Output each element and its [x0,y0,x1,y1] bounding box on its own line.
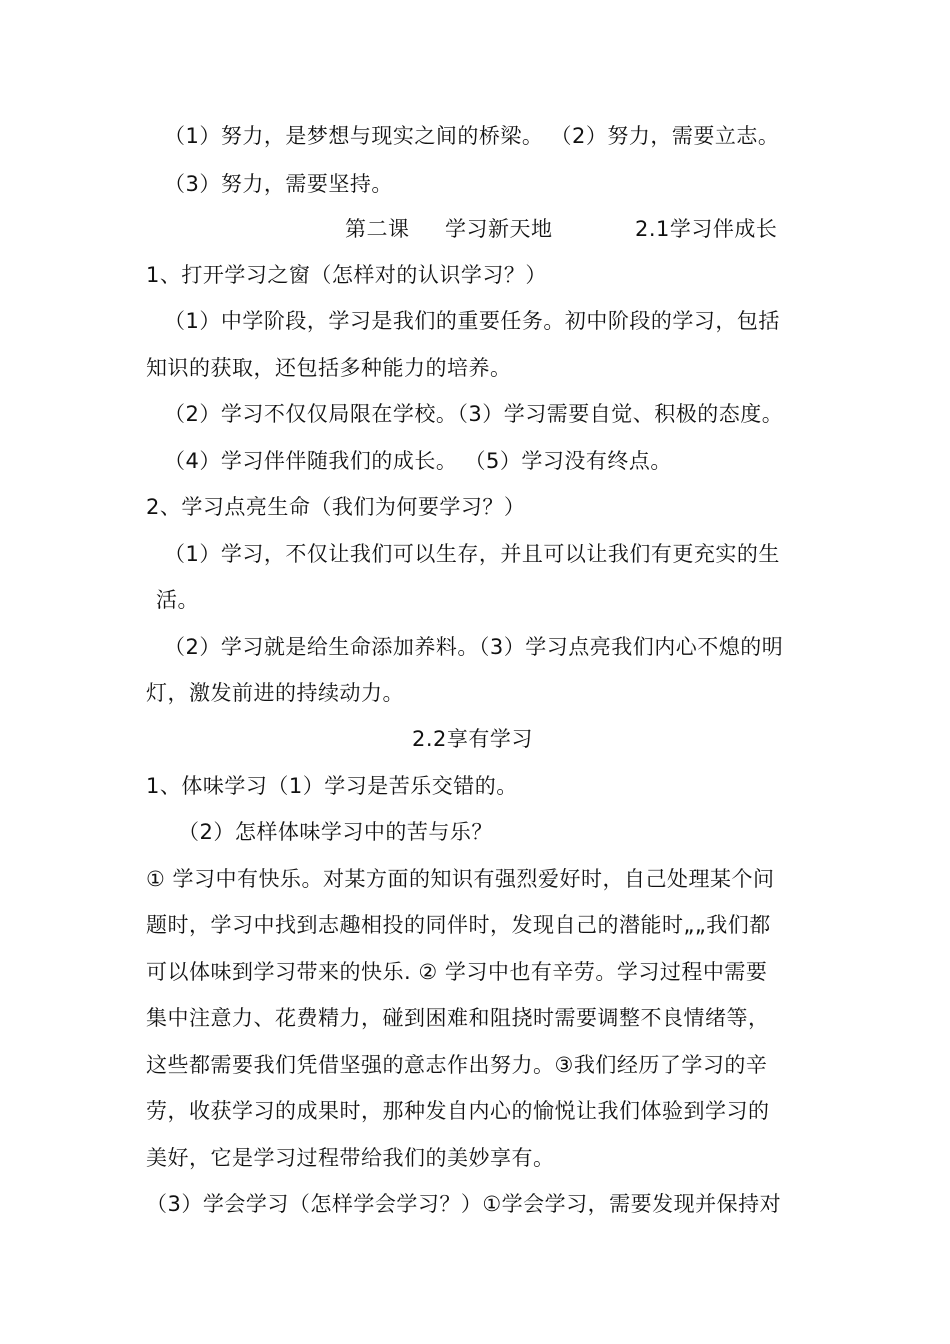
text-line-17: 可以体味到学习带来的快乐. ② 学习中也有辛劳。学习过程中需要 [146,960,768,984]
text-line-11: （2）学习就是给生命添加养料。（3）学习点亮我们内心不熄的明 [164,635,784,659]
text-line-10: 活。 [156,588,199,612]
text-line-22: （3）学会学习（怎样学会学习？）①学会学习，需要发现并保持对 [146,1192,782,1216]
text-line-14: （2）怎样体味学习中的苦与乐？ [178,820,493,844]
text-line-15: ① 学习中有快乐。对某方面的知识有强烈爱好时，自己处理某个问 [146,867,775,891]
text-line-18: 集中注意力、花费精力，碰到困难和阻挠时需要调整不良情绪等， [146,1006,770,1030]
lesson-heading: 第二课 [345,217,410,241]
text-line-1: （1）努力，是梦想与现实之间的桥梁。 （2）努力，需要立志。 [164,124,780,148]
lesson-title-heading: 学习新天地 [445,217,553,241]
text-line-3: 1、打开学习之窗（怎样对的认识学习？） [146,263,547,287]
text-line-6: （2）学习不仅仅局限在学校。（3）学习需要自觉、积极的态度。 [164,402,784,426]
text-line-13: 1、体味学习（1）学习是苦乐交错的。 [146,774,518,798]
text-line-7: （4）学习伴伴随我们的成长。 （5）学习没有终点。 [164,449,672,473]
section-heading-2-1: 2.1学习伴成长 [635,217,778,241]
text-line-5: 知识的获取，还包括多种能力的培养。 [146,356,512,380]
text-line-16: 题时，学习中找到志趣相投的同伴时，发现自己的潜能时„„我们都 [146,913,771,937]
text-line-21: 美好，它是学习过程带给我们的美妙享有。 [146,1146,555,1170]
text-line-8: 2、学习点亮生命（我们为何要学习？） [146,495,526,519]
text-line-4: （1）中学阶段，学习是我们的重要任务。初中阶段的学习，包括 [164,309,780,333]
text-line-2: （3）努力，需要坚持。 [164,172,393,196]
text-line-19: 这些都需要我们凭借坚强的意志作出努力。③我们经历了学习的辛 [146,1053,768,1077]
text-line-20: 劳，收获学习的成果时，那种发自内心的愉悦让我们体验到学习的 [146,1099,770,1123]
text-line-9: （1）学习，不仅让我们可以生存，并且可以让我们有更充实的生 [164,542,780,566]
text-line-12: 灯，激发前进的持续动力。 [146,681,404,705]
section-heading-2-2: 2.2享有学习 [412,727,533,751]
